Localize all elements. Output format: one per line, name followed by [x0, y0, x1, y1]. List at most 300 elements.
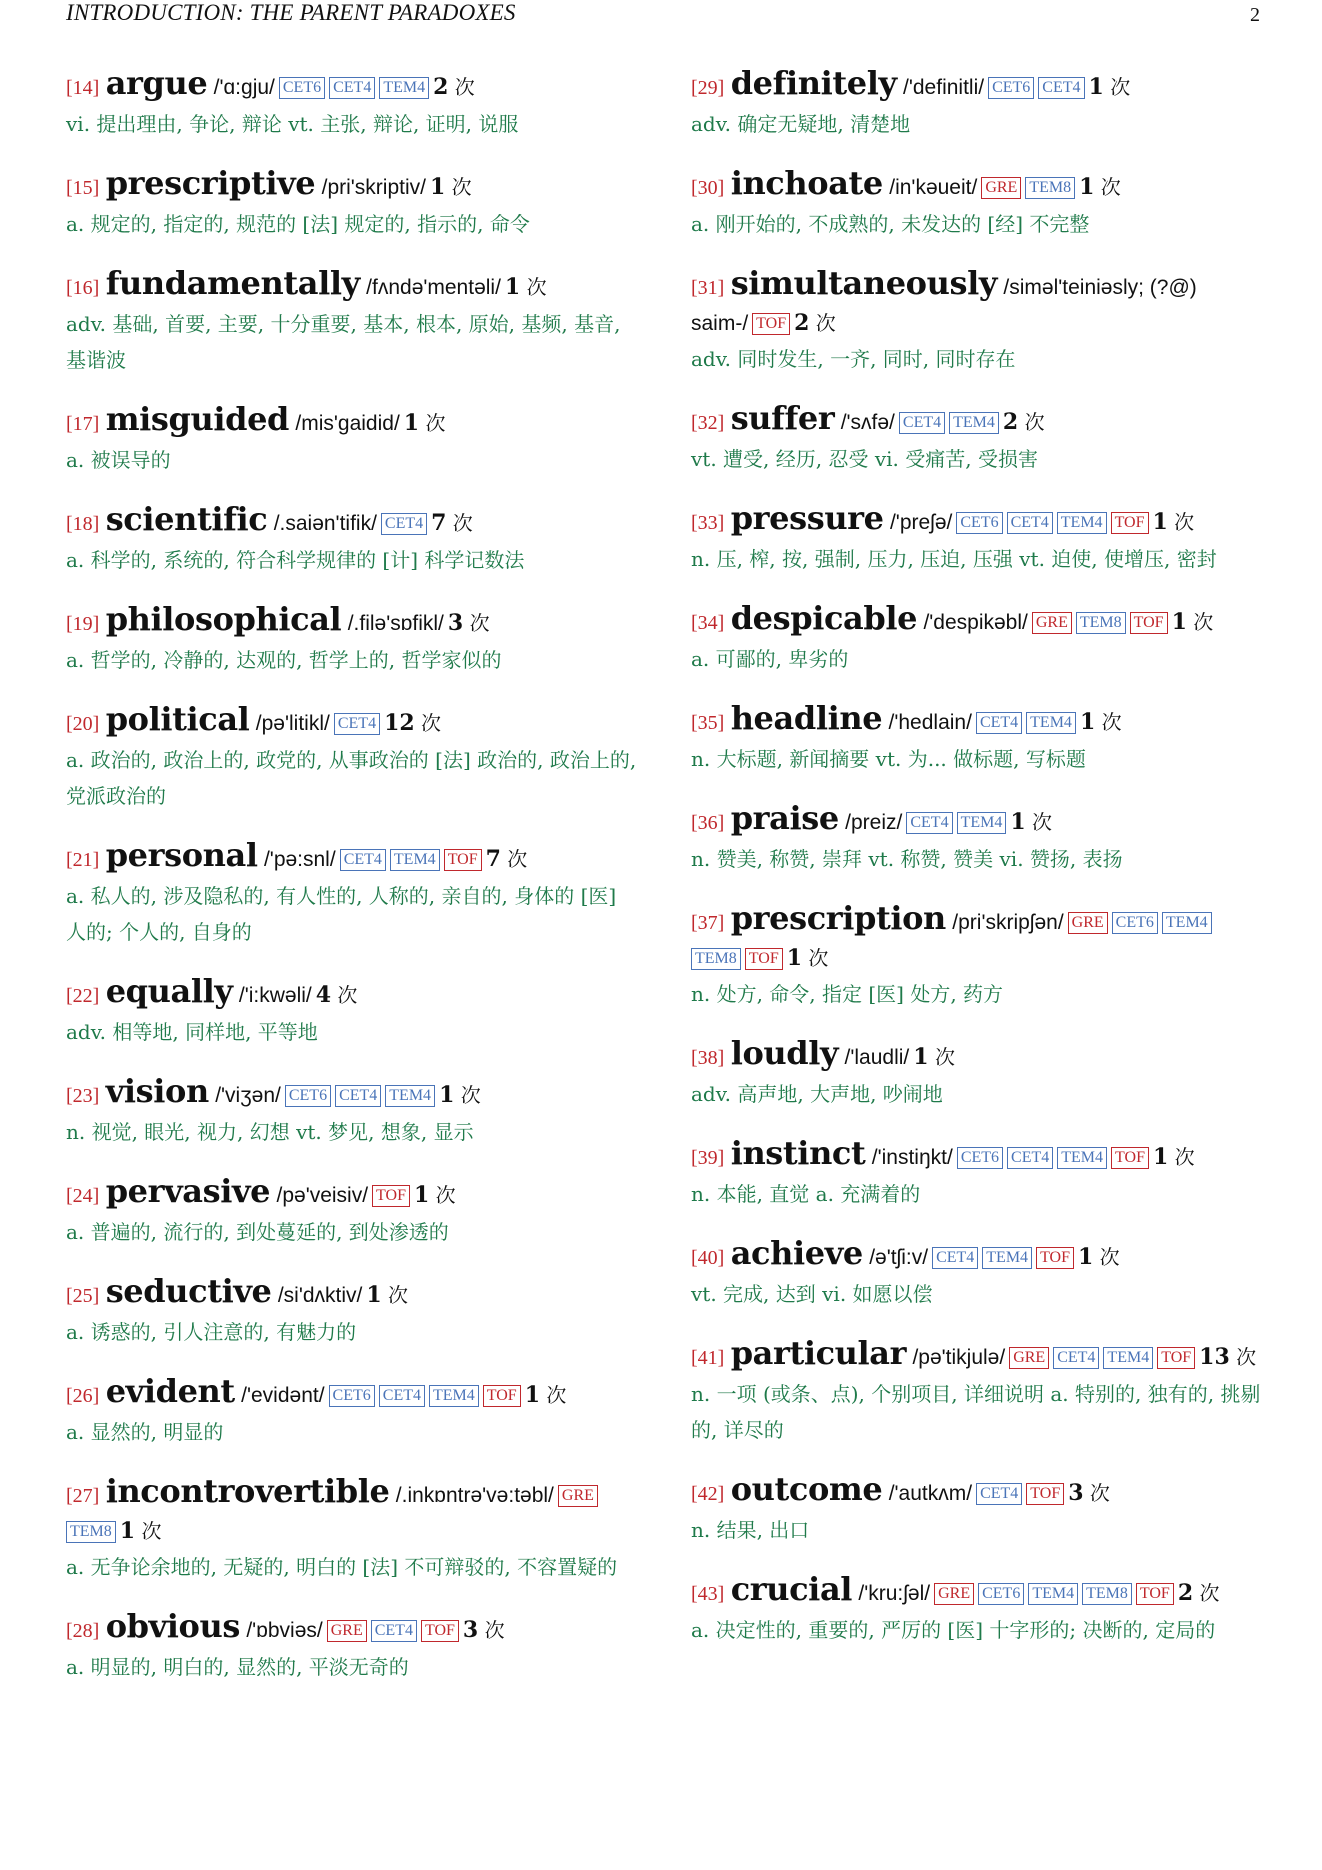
vocab-entry — [66, 702, 637, 814]
entry-number: [40] — [691, 1247, 725, 1269]
headword: incontrovertible — [105, 1472, 390, 1510]
exam-tag: TEM4 — [379, 77, 429, 99]
frequency-count: 1 — [913, 1044, 929, 1070]
exam-tag: CET6 — [279, 77, 325, 99]
headword: seductive — [105, 1272, 272, 1310]
headword: pressure — [730, 499, 884, 537]
frequency-unit: 次 — [421, 711, 442, 735]
frequency-unit: 次 — [1089, 1481, 1110, 1505]
exam-tag: TEM4 — [429, 1385, 479, 1407]
definition: a. 科学的, 系统的, 符合科学规律的 [计] 科学记数法 — [66, 548, 525, 572]
entry-number: [26] — [66, 1385, 100, 1407]
exam-tag: TOF — [1157, 1347, 1195, 1369]
vocab-entry — [691, 801, 1262, 877]
exam-tag: CET4 — [1053, 1347, 1099, 1369]
vocabulary-columns — [66, 66, 1262, 1709]
frequency-count: 1 — [1078, 1244, 1094, 1270]
frequency-unit: 次 — [1193, 610, 1214, 634]
headword: philosophical — [105, 600, 342, 638]
exam-tag: CET4 — [1038, 77, 1084, 99]
entry-headline — [66, 1074, 637, 1114]
frequency-unit: 次 — [460, 1083, 481, 1107]
phonetic: /'sʌfə/ — [840, 411, 895, 434]
entry-headline — [66, 602, 637, 642]
definition: adv. 确定无疑地, 清楚地 — [691, 112, 911, 136]
vocab-entry — [66, 838, 637, 950]
exam-tag: TOF — [444, 849, 482, 871]
phonetic: /'instiŋkt/ — [871, 1146, 953, 1169]
vocab-entry — [691, 1572, 1262, 1648]
entry-number: [20] — [66, 713, 100, 735]
entry-headline — [66, 266, 637, 306]
phonetic: /'evidənt/ — [241, 1384, 325, 1407]
exam-tag: TEM8 — [1025, 177, 1075, 199]
headword: particular — [730, 1334, 907, 1372]
phonetic: /.filə'sɒfikl/ — [347, 612, 444, 635]
left-column — [66, 66, 637, 1709]
exam-tag: TEM4 — [1103, 1347, 1153, 1369]
phonetic: /'despikəbl/ — [923, 611, 1028, 634]
frequency-count: 1 — [403, 410, 420, 436]
exam-tag: CET4 — [906, 812, 952, 834]
definition: n. 本能, 直觉 a. 充满着的 — [691, 1182, 921, 1206]
frequency-unit: 次 — [934, 1045, 955, 1069]
entry-headline — [66, 1374, 637, 1414]
phonetic: /'ɑ:gju/ — [213, 76, 275, 99]
definition: n. 压, 榨, 按, 强制, 压力, 压迫, 压强 vt. 迫使, 使增压, 密封 — [691, 547, 1217, 571]
entry-headline — [691, 1036, 1262, 1076]
vocab-entry — [66, 166, 637, 242]
exam-tag: TOF — [752, 313, 790, 335]
entry-number: [24] — [66, 1185, 100, 1207]
frequency-count: 1 — [1152, 1144, 1169, 1170]
exam-tag: CET4 — [1007, 1147, 1053, 1169]
vocab-entry — [66, 602, 637, 678]
frequency-unit: 次 — [1236, 1345, 1257, 1369]
frequency-unit: 次 — [484, 1618, 505, 1642]
phonetic: /in'kəueit/ — [889, 176, 978, 199]
exam-tag: TOF — [1111, 1147, 1149, 1169]
entry-headline — [66, 502, 637, 542]
frequency-unit: 次 — [1174, 1145, 1195, 1169]
frequency-unit: 次 — [425, 411, 446, 435]
frequency-unit: 次 — [337, 983, 358, 1007]
phonetic: /'hedlain/ — [888, 711, 972, 734]
definition: a. 被误导的 — [66, 448, 171, 472]
vocab-entry — [66, 974, 637, 1050]
entry-number: [25] — [66, 1285, 100, 1307]
frequency-count: 12 — [384, 710, 415, 736]
frequency-unit: 次 — [1110, 75, 1131, 99]
vocab-entry — [66, 1609, 637, 1685]
phonetic: /fʌndə'mentəli/ — [366, 276, 501, 299]
exam-tag: CET4 — [335, 1085, 381, 1107]
headword: achieve — [730, 1234, 863, 1272]
definition: a. 诱惑的, 引人注意的, 有魅力的 — [66, 1320, 357, 1344]
exam-tag: TEM4 — [957, 812, 1007, 834]
exam-tag: TEM8 — [1076, 612, 1126, 634]
exam-tag: GRE — [1068, 912, 1108, 934]
vocab-entry — [66, 402, 637, 478]
definition: a. 政治的, 政治上的, 政党的, 从事政治的 [法] 政治的, 政治上的, 党派政治的 — [66, 748, 637, 808]
exam-tag: CET4 — [371, 1620, 417, 1642]
exam-tag: CET6 — [1112, 912, 1158, 934]
entry-headline — [66, 402, 637, 442]
frequency-unit: 次 — [507, 847, 528, 871]
exam-tag: TEM8 — [1082, 1583, 1132, 1605]
entry-headline — [66, 1174, 637, 1214]
headword: prescriptive — [105, 164, 316, 202]
frequency-count: 1 — [1079, 709, 1096, 735]
entry-number: [34] — [691, 612, 725, 634]
definition: vi. 提出理由, 争论, 辩论 vt. 主张, 辩论, 证明, 说服 — [66, 112, 519, 136]
exam-tag: GRE — [981, 177, 1021, 199]
frequency-unit: 次 — [1024, 410, 1045, 434]
vocab-entry — [691, 1336, 1262, 1448]
entry-headline — [691, 1472, 1262, 1512]
exam-tag: CET6 — [285, 1085, 331, 1107]
exam-tag: TEM4 — [1057, 1147, 1107, 1169]
exam-tag: CET6 — [978, 1583, 1024, 1605]
entry-number: [39] — [691, 1147, 725, 1169]
entry-headline — [66, 1474, 637, 1549]
exam-tag: TOF — [1026, 1483, 1064, 1505]
phonetic: /si'dʌktiv/ — [277, 1284, 363, 1307]
phonetic: /pri'skriptiv/ — [321, 176, 426, 199]
frequency-count: 1 — [413, 1182, 430, 1208]
headword: prescription — [730, 899, 946, 937]
definition: n. 大标题, 新闻摘要 vt. 为... 做标题, 写标题 — [691, 747, 1086, 771]
frequency-count: 1 — [119, 1518, 136, 1544]
definition: a. 决定性的, 重要的, 严厉的 [医] 十字形的; 决断的, 定局的 — [691, 1618, 1216, 1642]
frequency-unit: 次 — [141, 1519, 162, 1543]
frequency-unit: 次 — [435, 1183, 456, 1207]
exam-tag: TEM4 — [390, 849, 440, 871]
exam-tag: CET4 — [340, 849, 386, 871]
entry-headline — [691, 701, 1262, 741]
frequency-count: 1 — [429, 174, 446, 200]
entry-headline — [66, 702, 637, 742]
headword: misguided — [105, 400, 290, 438]
definition: n. 一项 (或条、点), 个别项目, 详细说明 a. 特别的, 独有的, 挑剔的, 详尽的 — [691, 1382, 1261, 1442]
frequency-count: 7 — [485, 846, 501, 872]
headword: argue — [105, 64, 208, 102]
entry-headline — [691, 1572, 1262, 1612]
entry-headline — [691, 601, 1262, 641]
entry-number: [43] — [691, 1583, 725, 1605]
phonetic: /'pə:snl/ — [263, 848, 336, 871]
headword: despicable — [730, 599, 918, 637]
frequency-count: 1 — [524, 1382, 541, 1408]
definition: a. 无争论余地的, 无疑的, 明白的 [法] 不可辩驳的, 不容置疑的 — [66, 1555, 618, 1579]
headword: simultaneously — [730, 264, 998, 302]
entry-number: [30] — [691, 177, 725, 199]
definition: adv. 基础, 首要, 主要, 十分重要, 基本, 根本, 原始, 基频, 基音, 基谐波 — [66, 312, 621, 372]
vocab-entry — [691, 266, 1262, 377]
frequency-count: 2 — [1002, 409, 1019, 435]
frequency-count: 1 — [1079, 174, 1095, 200]
frequency-count: 3 — [462, 1617, 479, 1643]
exam-tag: CET4 — [976, 1483, 1022, 1505]
vocab-entry — [691, 1036, 1262, 1112]
exam-tag: TEM4 — [982, 1247, 1032, 1269]
exam-tag: CET6 — [956, 512, 1002, 534]
definition: a. 明显的, 明白的, 显然的, 平淡无奇的 — [66, 1655, 409, 1679]
exam-tag: TEM4 — [949, 412, 999, 434]
definition: n. 结果, 出口 — [691, 1518, 810, 1542]
vocab-entry — [691, 1472, 1262, 1548]
entry-headline — [66, 974, 637, 1014]
frequency-unit: 次 — [808, 946, 829, 970]
entry-number: [37] — [691, 912, 725, 934]
phonetic: /siməl'teiniəsly; (?@) saim-/ — [691, 276, 1197, 335]
frequency-unit: 次 — [451, 175, 472, 199]
headword: political — [105, 700, 250, 738]
phonetic: /pə'litikl/ — [255, 712, 330, 735]
exam-tag: TEM4 — [385, 1085, 435, 1107]
exam-tag: TOF — [483, 1385, 521, 1407]
headword: praise — [730, 799, 839, 837]
phonetic: /'definitli/ — [903, 76, 985, 99]
frequency-count: 7 — [431, 510, 447, 536]
definition: adv. 高声地, 大声地, 吵闹地 — [691, 1082, 943, 1106]
frequency-unit: 次 — [815, 311, 836, 335]
phonetic: /'autkʌm/ — [888, 1482, 973, 1505]
headword: instinct — [730, 1134, 866, 1172]
phonetic: /preiz/ — [845, 811, 903, 834]
definition: a. 可鄙的, 卑劣的 — [691, 647, 849, 671]
entry-headline — [691, 66, 1262, 106]
vocab-entry — [66, 1174, 637, 1250]
exam-tag: CET4 — [1007, 512, 1053, 534]
frequency-count: 13 — [1199, 1344, 1230, 1370]
frequency-unit: 次 — [1032, 810, 1053, 834]
vocab-entry — [691, 1236, 1262, 1312]
frequency-count: 1 — [366, 1282, 382, 1308]
phonetic: /pri'skripʃən/ — [952, 911, 1064, 934]
phonetic: /'i:kwəli/ — [238, 984, 312, 1007]
entry-number: [36] — [691, 812, 725, 834]
frequency-count: 1 — [1088, 74, 1104, 100]
vocab-entry — [691, 1136, 1262, 1212]
phonetic: /'viʒən/ — [215, 1084, 281, 1107]
entry-headline — [66, 1274, 637, 1314]
frequency-unit: 次 — [1099, 1245, 1120, 1269]
headword: evident — [105, 1372, 235, 1410]
headword: fundamentally — [105, 264, 360, 302]
headword: definitely — [730, 64, 897, 102]
vocab-entry — [691, 66, 1262, 142]
entry-headline — [691, 501, 1262, 541]
headword: personal — [105, 836, 258, 874]
phonetic: /'preʃə/ — [889, 511, 953, 534]
vocab-entry — [66, 1474, 637, 1585]
entry-number: [38] — [691, 1047, 725, 1069]
phonetic: /pə'veisiv/ — [276, 1184, 369, 1207]
exam-tag: CET4 — [932, 1247, 978, 1269]
frequency-count: 3 — [447, 610, 464, 636]
definition: n. 赞美, 称赞, 崇拜 vt. 称赞, 赞美 vi. 赞扬, 表扬 — [691, 847, 1123, 871]
headword: outcome — [730, 1470, 883, 1508]
phonetic: /'ɒbviəs/ — [246, 1619, 323, 1642]
entry-headline — [691, 1336, 1262, 1376]
frequency-unit: 次 — [526, 275, 547, 299]
entry-number: [21] — [66, 849, 100, 871]
frequency-unit: 次 — [469, 611, 490, 635]
right-column — [691, 66, 1262, 1709]
definition: a. 显然的, 明显的 — [66, 1420, 224, 1444]
vocab-entry — [66, 266, 637, 378]
entry-number: [18] — [66, 513, 100, 535]
phonetic: /mis'gaidid/ — [295, 412, 400, 435]
headword: headline — [730, 699, 883, 737]
entry-headline — [691, 166, 1262, 206]
exam-tag: CET4 — [899, 412, 945, 434]
definition: n. 处方, 命令, 指定 [医] 处方, 药方 — [691, 982, 1004, 1006]
frequency-unit: 次 — [1100, 175, 1121, 199]
phonetic: /'kru:ʃəl/ — [858, 1582, 931, 1605]
vocab-entry — [691, 501, 1262, 577]
running-head: INTRODUCTION: THE PARENT PARADOXES — [66, 0, 516, 25]
frequency-unit: 次 — [454, 75, 475, 99]
entry-headline — [691, 401, 1262, 441]
headword: inchoate — [730, 164, 883, 202]
exam-tag: GRE — [934, 1583, 974, 1605]
entry-number: [22] — [66, 985, 100, 1007]
entry-headline — [691, 1136, 1262, 1176]
vocab-entry — [691, 701, 1262, 777]
phonetic: /pə'tikjulə/ — [912, 1346, 1006, 1369]
definition: n. 视觉, 眼光, 视力, 幻想 vt. 梦见, 想象, 显示 — [66, 1120, 474, 1144]
exam-tag: TEM8 — [66, 1521, 116, 1543]
frequency-count: 1 — [786, 945, 803, 971]
entry-headline — [691, 901, 1262, 976]
exam-tag: TEM4 — [1026, 712, 1076, 734]
frequency-count: 1 — [1010, 809, 1026, 835]
exam-tag: TEM4 — [1028, 1583, 1078, 1605]
vocab-entry — [691, 401, 1262, 477]
exam-tag: TOF — [421, 1620, 459, 1642]
frequency-count: 1 — [1171, 609, 1187, 635]
phonetic: /.saiən'tifik/ — [273, 512, 377, 535]
vocab-entry — [66, 1374, 637, 1450]
exam-tag: GRE — [558, 1485, 598, 1507]
entry-number: [19] — [66, 613, 100, 635]
vocab-entry — [66, 1074, 637, 1150]
headword: vision — [105, 1072, 209, 1110]
frequency-count: 2 — [1177, 1580, 1194, 1606]
exam-tag: TEM4 — [1162, 912, 1212, 934]
entry-number: [41] — [691, 1347, 725, 1369]
exam-tag: CET4 — [379, 1385, 425, 1407]
entry-number: [42] — [691, 1483, 725, 1505]
definition: a. 私人的, 涉及隐私的, 有人性的, 人称的, 亲自的, 身体的 [医] 人的; 个人的, 自身的 — [66, 884, 617, 944]
vocab-entry — [66, 502, 637, 578]
frequency-count: 3 — [1068, 1480, 1084, 1506]
headword: scientific — [105, 500, 268, 538]
vocab-entry — [691, 166, 1262, 242]
exam-tag: TOF — [1136, 1583, 1174, 1605]
entry-number: [16] — [66, 277, 100, 299]
frequency-unit: 次 — [452, 511, 473, 535]
frequency-count: 1 — [1152, 509, 1168, 535]
frequency-count: 2 — [433, 74, 449, 100]
entry-headline — [691, 1236, 1262, 1276]
frequency-unit: 次 — [546, 1383, 567, 1407]
definition: adv. 相等地, 同样地, 平等地 — [66, 1020, 318, 1044]
headword: crucial — [730, 1570, 853, 1608]
entry-number: [32] — [691, 412, 725, 434]
vocab-entry — [66, 66, 637, 142]
definition: a. 刚开始的, 不成熟的, 未发达的 [经] 不完整 — [691, 212, 1090, 236]
exam-tag: CET6 — [988, 77, 1034, 99]
frequency-count: 1 — [504, 274, 521, 300]
exam-tag: CET6 — [329, 1385, 375, 1407]
vocab-entry — [691, 601, 1262, 677]
entry-number: [35] — [691, 712, 725, 734]
exam-tag: TOF — [372, 1185, 410, 1207]
vocab-entry — [66, 1274, 637, 1350]
entry-headline — [66, 66, 637, 106]
page-number: 2 — [1250, 4, 1260, 26]
definition: adv. 同时发生, 一齐, 同时, 同时存在 — [691, 347, 1016, 371]
frequency-unit: 次 — [1199, 1581, 1220, 1605]
exam-tag: TOF — [745, 948, 783, 970]
exam-tag: CET4 — [334, 713, 380, 735]
phonetic: /ə'tʃi:v/ — [869, 1246, 929, 1269]
entry-number: [27] — [66, 1485, 100, 1507]
exam-tag: CET4 — [329, 77, 375, 99]
entry-headline — [66, 838, 637, 878]
frequency-count: 2 — [794, 310, 810, 336]
exam-tag: CET6 — [957, 1147, 1003, 1169]
exam-tag: TOF — [1130, 612, 1168, 634]
entry-headline — [691, 801, 1262, 841]
headword: equally — [105, 972, 233, 1010]
exam-tag: TOF — [1111, 512, 1149, 534]
exam-tag: CET4 — [381, 513, 427, 535]
definition: vt. 遭受, 经历, 忍受 vi. 受痛苦, 受损害 — [691, 447, 1038, 471]
entry-number: [33] — [691, 512, 725, 534]
definition: a. 普遍的, 流行的, 到处蔓延的, 到处渗透的 — [66, 1220, 449, 1244]
phonetic: /.inkɒntrə'və:təbl/ — [395, 1484, 554, 1507]
headword: pervasive — [105, 1172, 271, 1210]
frequency-count: 4 — [315, 982, 332, 1008]
entry-number: [29] — [691, 77, 725, 99]
definition: a. 哲学的, 冷静的, 达观的, 哲学上的, 哲学家似的 — [66, 648, 502, 672]
exam-tag: CET4 — [976, 712, 1022, 734]
entry-headline — [691, 266, 1262, 341]
definition: a. 规定的, 指定的, 规范的 [法] 规定的, 指示的, 命令 — [66, 212, 530, 236]
entry-number: [17] — [66, 413, 100, 435]
exam-tag: TEM4 — [1057, 512, 1107, 534]
headword: suffer — [730, 399, 835, 437]
exam-tag: TOF — [1036, 1247, 1074, 1269]
entry-headline — [66, 166, 637, 206]
entry-number: [23] — [66, 1085, 100, 1107]
entry-headline — [66, 1609, 637, 1649]
entry-number: [31] — [691, 277, 725, 299]
headword: loudly — [730, 1034, 839, 1072]
exam-tag: GRE — [1009, 1347, 1049, 1369]
exam-tag: GRE — [327, 1620, 367, 1642]
exam-tag: TEM8 — [691, 948, 741, 970]
frequency-count: 1 — [439, 1082, 455, 1108]
frequency-unit: 次 — [1174, 510, 1195, 534]
page-header — [66, 0, 1260, 26]
entry-number: [15] — [66, 177, 100, 199]
frequency-unit: 次 — [388, 1283, 409, 1307]
